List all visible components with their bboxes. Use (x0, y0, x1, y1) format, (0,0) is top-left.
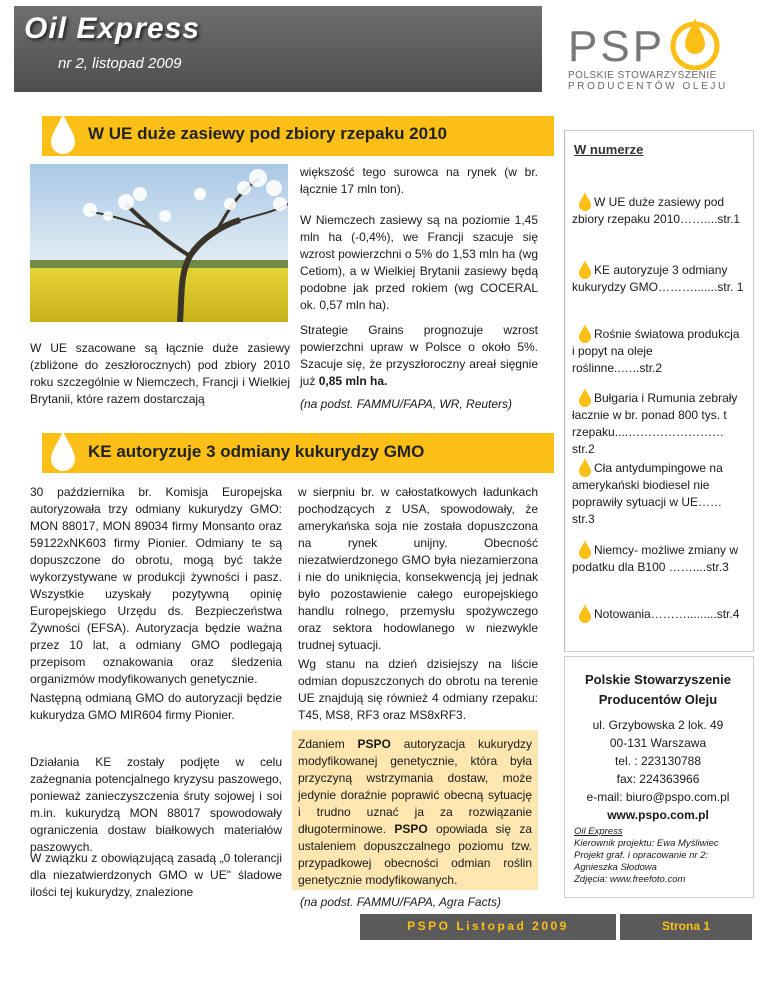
oil-drop-icon (48, 429, 78, 473)
contents-item[interactable] (572, 262, 744, 296)
organization-name-line1: Polskie Stowarzyszenie (585, 672, 731, 687)
article1-source: (na podst. FAMMU/FAPA, WR, Reuters) (300, 397, 513, 411)
article1-para1: większość tego surowca na rynek (w br. łącznie 17 mln ton). (300, 165, 538, 196)
oil-drop-icon (578, 387, 592, 407)
fax: fax: 224363966 (616, 772, 700, 786)
article2-col1-para1: 30 października br. Komisja Europejska autoryzowała trzy odmiany kukurydzy GMO: MON 88017, MON 89034 firmy Monsanto oraz 59122xNK603 firmy Pionier. Odmiany te są dopuszczone do obrotu, mogą być także wykorzystywane w produkcji żywności i pasz. Wszystkie uzyskały pozytywną opinię Europejskiego Urzędu ds. Bezpieczeństwa Żywności (EFSA). Autoryzacja będzie ważna przez 10 lat, a odmiany GMO podlegają przepisom oznakowania oraz śledzenia organizmów modyfikowanych genetycznie. (30, 485, 282, 686)
contents-item-label: Notowania……….........str.4 (594, 607, 740, 621)
contents-item[interactable] (572, 460, 744, 528)
oil-drop-icon (578, 457, 592, 477)
credits-title: Oil Express (574, 826, 623, 837)
article1-para3 (300, 322, 538, 390)
article2-source: (na podst. FAMMU/FAPA, Agra Facts) (300, 895, 501, 909)
contents-item[interactable] (572, 326, 744, 377)
address-line1: ul. Grzybowska 2 lok. 49 (592, 718, 724, 732)
issue-label: nr 2, listopad 2009 (58, 55, 182, 72)
oil-drop-icon (578, 603, 592, 623)
contents-item[interactable] (572, 542, 744, 576)
contents-item-label: Bułgaria i Rumunia zebrały łacznie w br. ponad 800 tys. t rzepaku....……………………str.2 (572, 391, 738, 456)
article2-title: KE autoryzuje 3 odmiany kukurydzy GMO (88, 442, 425, 461)
article2-col1-para3: Działania KE zostały podjęte w celu zażegnania potencjalnego kryzysu paszowego, ponieważ zanieczyszczenia śruty sojowej i soi m.in. kukurydzą MON 88017 spowodowały ograniczenia dostaw białkowych materiałów paszowych. (30, 755, 282, 854)
rapeseed-field-photo (30, 164, 288, 322)
contents-title: W numerze (574, 142, 644, 157)
logo-subtitle-2: PRODUCENTÓW OLEJU (568, 81, 728, 92)
article2-col2-para1: w sierpniu br. w całostatkowych ładunkach pochodzących z USA, spowodowały, że amerykańska soja nie została dopuszczona na rynek unijny. Obecność niezatwierdzonego GMO była niezamierzona i nie do uniknięcia, konsekwencją jej jednak było pozostawienie całego europejskiego handlu rolnego, przemysłu spożywczego oraz sektora hodowlanego w niezwykle trudnej sytuacji. (298, 485, 538, 652)
opinion-text-b: autoryzacja kukurydzy modyfikowanej genetycznie, która była przyczyną wstrzymania dostaw, może jedynie doraźnie poprawić obecną sytuację i trudno uznać ja za rozwiązanie długoterminowe. (298, 737, 532, 836)
contents-item[interactable] (572, 606, 744, 623)
contents-item-label: KE autoryzuje 3 odmiany kukurydzy GMO……….......str. 1 (572, 263, 744, 294)
email-link[interactable]: e-mail: biuro@pspo.com.pl (586, 790, 730, 804)
phone: tel. : 223130788 (614, 754, 702, 768)
article1-para2: W Niemczech zasiewy są na poziomie 1,45 mln ha (-0,4%), we Francji szacuje się wzrost powierzchni o 5% do 1,53 mln ha (wg Cetiom), a w Wielkiej Brytanii zasiewy będą podobne jak przed rokiem (wg COCERAL ok. 0,57 mln ha). (300, 213, 538, 312)
credits-line3: Zdjęcia: www.freefoto.com (574, 874, 686, 885)
contents-item-label: Niemcy- możliwe zmiany w podatku dla B100 ……....str.3 (572, 543, 739, 574)
article2-col2-para2: Wg stanu na dzień dzisiejszy na liście odmian dopuszczonych do obrotu na terenie UE znajdują się również 4 odmiany rzepaku: T45, MS8, RF3 oraz MS8xRF3. (298, 657, 538, 722)
footer-text: PSPO Listopad 2009 (407, 919, 569, 933)
organization-name (564, 670, 752, 710)
opinion-text-c: opowiada się za ustaleniem dopuszczalnego poziomu tzw. przypadkowej obecności odmian roślin genetycznie modyfikowanych. (298, 822, 532, 887)
article2-col1-para4: W związku z obowiązującą zasadą „0 tolerancji dla niezatwierdzonych GMO w UE" śladowe ilości tej kukurydzy, znalezione (30, 851, 282, 899)
oil-drop-logo-icon (669, 14, 721, 75)
opinion-bold-a: PSPO (357, 737, 391, 751)
opinion-text-a: Zdaniem (298, 737, 345, 751)
contact-details (564, 716, 752, 824)
newsletter-title: Oil Express (24, 12, 201, 45)
contents-item[interactable] (572, 194, 744, 228)
article1-para3-text: Strategie Grains prognozuje wzrost powierzchni upraw w Polsce o około 5%. Szacuje się, że przyszłoroczny areał sięgnie już (300, 323, 538, 388)
oil-drop-icon (578, 191, 592, 211)
address-line2: 00-131 Warszawa (609, 736, 707, 750)
organization-name-line2: Producentów Oleju (598, 692, 718, 707)
oil-drop-icon (578, 539, 592, 559)
logo-subtitle-1: POLSKIE STOWARZYSZENIE (568, 70, 717, 81)
pspo-logo-letters: PSP (568, 22, 666, 71)
article1-left-para: W UE szacowane są łącznie duże zasiewy (zbliżone do zeszłorocznych) pod zbiory 2010 roku szczególnie w Niemczech, Francji i Wielkiej Brytanii, które razem dostarczają (30, 341, 290, 406)
contents-item[interactable] (572, 390, 744, 458)
oil-drop-icon (578, 323, 592, 343)
opinion-bold-b: PSPO (394, 822, 428, 836)
page-number: Strona 1 (661, 919, 710, 933)
contents-item-label: Rośnie światowa produkcja i popyt na oleje roślinne..…..str.2 (572, 327, 740, 375)
pspo-opinion-text (298, 736, 532, 889)
contents-item-label: W UE duże zasiewy pod zbiory rzepaku 2010……....str.1 (572, 195, 741, 226)
credits-line2: Projekt graf. i opracowanie nr 2: Agnieszka Słodowa (574, 850, 709, 873)
website-link[interactable]: www.pspo.com.pl (607, 808, 709, 822)
oil-drop-icon (578, 259, 592, 279)
credits (574, 826, 744, 886)
article1-title: W UE duże zasiewy pod zbiory rzepaku 2010 (88, 124, 447, 143)
article2-col1-para2: Następną odmianą GMO do autoryzacji będzie kukurydza GMO MIR604 firmy Pionier. (30, 691, 282, 722)
contents-item-label: Cła antydumpingowe na amerykański biodiesel nie poprawiły sytuacji w UE……str.3 (572, 461, 723, 526)
article1-para3-bold: 0,85 mln ha. (318, 374, 388, 388)
oil-drop-icon (48, 112, 78, 156)
credits-line1: Kierownik projektu: Ewa Myśliwiec (574, 838, 719, 849)
